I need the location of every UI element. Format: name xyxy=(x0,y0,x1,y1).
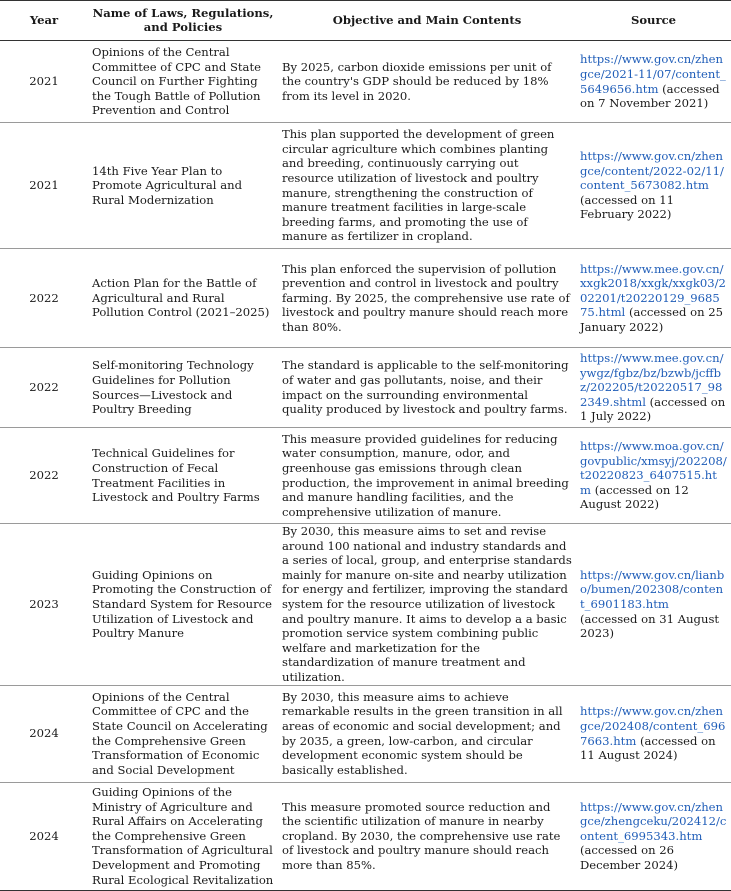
row-source xyxy=(576,123,731,249)
source-link[interactable]: https://www.mee.gov.cn/ywgz/fgbz/bz/bzwb/jcffbz/202205/t20220517_982349.shtml xyxy=(580,351,724,409)
source-link[interactable]: https://www.moa.gov.cn/govpublic/xmsyj/202208/t20220823_6407515.htm xyxy=(580,439,727,497)
accessed-date: (accessed on 7 November 2021) xyxy=(580,81,720,111)
table-row xyxy=(0,685,731,782)
header-name: Name of Laws, Regulations, and Policies xyxy=(88,1,278,41)
row-source xyxy=(576,428,731,524)
row-objective: The standard is applicable to the self-monitoring of water and gas pollutants, noise, and their impact on the surrounding environmental quality produced by livestock and poultry farms. xyxy=(278,348,576,428)
row-year: 2024 xyxy=(0,782,88,890)
row-objective: This plan enforced the supervision of pollution prevention and control in livestock and poultry farming. By 2025, the comprehensive use rate of livestock and poultry manure should reach more than 80%. xyxy=(278,249,576,348)
source-link[interactable]: https://www.gov.cn/zhengce/content/2022-02/11/content_5673082.htm xyxy=(580,149,724,193)
header-objective: Objective and Main Contents xyxy=(278,1,576,41)
accessed-date: (accessed on 25 January 2022) xyxy=(580,305,723,334)
header-source: Source xyxy=(576,1,731,41)
source-link[interactable]: https://www.mee.gov.cn/xxgk2018/xxgk/xxgk03/202201/t20220129_968575.html xyxy=(580,261,726,320)
row-year: 2023 xyxy=(0,524,88,686)
table-row xyxy=(0,123,731,249)
source-link[interactable]: https://www.gov.cn/zhengce/zhengceku/202412/content_6995343.htm xyxy=(580,799,727,843)
accessed-date: (accessed on 11 August 2024) xyxy=(580,733,716,763)
source-link[interactable]: https://www.gov.cn/zhengce/202408/content_6967663.htm xyxy=(580,704,726,748)
table-body xyxy=(0,41,731,891)
source-link[interactable]: https://www.gov.cn/lianbo/bumen/202308/content_6901183.htm xyxy=(580,567,725,611)
row-objective: This plan supported the development of green circular agriculture which combines planting and breeding, continuously carrying out resource utilization of livestock and poultry manure, strengthening the construction of manure treatment facilities in large-scale breeding farms, and promoting the use of manure as fertilizer in cropland. xyxy=(278,123,576,249)
accessed-date: (accessed on 31 August 2023) xyxy=(580,611,720,641)
row-policy-name: 14th Five Year Plan to Promote Agricultural and Rural Modernization xyxy=(88,123,278,249)
table-row xyxy=(0,249,731,348)
row-objective: By 2025, carbon dioxide emissions per unit of the country's GDP should be reduced by 18% from its level in 2020. xyxy=(278,41,576,123)
row-policy-name: Self-monitoring Technology Guidelines for Pollution Sources—Livestock and Poultry Breeding xyxy=(88,348,278,428)
row-source xyxy=(576,348,731,428)
row-objective: By 2030, this measure aims to set and revise around 100 national and industry standards and a series of local, group, and enterprise standards mainly for manure on-site and nearby utilization for energy and fertilizer, improving the standard system for the resource utilization of livestock and poultry manure. It aims to develop a a basic promotion service system combining public welfare and marketization for the standardization of manure treatment and utilization. xyxy=(278,524,576,686)
row-year: 2021 xyxy=(0,41,88,123)
table-header xyxy=(0,1,731,41)
header-year: Year xyxy=(0,1,88,41)
table-row xyxy=(0,428,731,524)
row-objective: This measure provided guidelines for reducing water consumption, manure, odor, and greenhouse gas emissions through clean production, the improvement in animal breeding and manure handling facilities, and the comprehensive utilization of manure. xyxy=(278,428,576,524)
accessed-date: (accessed on 11 February 2022) xyxy=(580,192,675,222)
accessed-date: (accessed on 12 August 2022) xyxy=(580,482,689,512)
row-source xyxy=(576,685,731,782)
row-policy-name: Action Plan for the Battle of Agricultural and Rural Pollution Control (2021–2025) xyxy=(88,249,278,348)
accessed-date: (accessed on 26 December 2024) xyxy=(580,843,679,872)
row-year: 2024 xyxy=(0,685,88,782)
row-source xyxy=(576,41,731,123)
row-objective: This measure promoted source reduction and the scientific utilization of manure in nearby cropland. By 2030, the comprehensive use rate of livestock and poultry manure should reach more than 85%. xyxy=(278,782,576,890)
row-year: 2022 xyxy=(0,249,88,348)
row-year: 2022 xyxy=(0,428,88,524)
row-objective: By 2030, this measure aims to achieve remarkable results in the green transition in all areas of economic and social development; and by 2035, a green, low-carbon, and circular development economic system should be basically established. xyxy=(278,685,576,782)
row-year: 2022 xyxy=(0,348,88,428)
row-policy-name: Opinions of the Central Committee of CPC and State Council on Further Fighting the Tough Battle of Pollution Prevention and Control xyxy=(88,41,278,123)
row-source xyxy=(576,524,731,686)
row-policy-name: Opinions of the Central Committee of CPC and the State Council on Accelerating the Comprehensive Green Transformation of Economic and Social Development xyxy=(88,685,278,782)
accessed-date: (accessed on 1 July 2022) xyxy=(580,394,726,424)
table-row xyxy=(0,782,731,890)
table-row xyxy=(0,348,731,428)
row-source xyxy=(576,782,731,890)
row-policy-name: Technical Guidelines for Construction of Fecal Treatment Facilities in Livestock and Poultry Farms xyxy=(88,428,278,524)
row-year: 2021 xyxy=(0,123,88,249)
row-policy-name: Guiding Opinions of the Ministry of Agriculture and Rural Affairs on Accelerating the Comprehensive Green Transformation of Agricultural Development and Promoting Rural Ecological Revitalization xyxy=(88,782,278,890)
row-policy-name: Guiding Opinions on Promoting the Construction of Standard System for Resource Utilization of Livestock and Poultry Manure xyxy=(88,524,278,686)
row-source xyxy=(576,249,731,348)
table-row xyxy=(0,41,731,123)
source-link[interactable]: https://www.gov.cn/zhengce/2021-11/07/content_5649656.htm xyxy=(580,52,726,96)
table-row xyxy=(0,524,731,686)
header-row xyxy=(0,1,731,41)
